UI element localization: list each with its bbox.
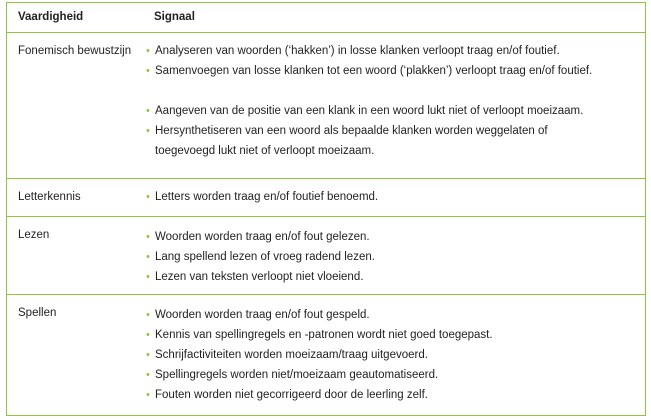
header-vaardigheid: Vaardigheid (18, 11, 84, 23)
bullet-icon: • (146, 251, 150, 263)
signal-item: • Lezen van teksten verloopt niet vloeiend. (155, 267, 625, 287)
signal-item: • Spellingregels worden niet/moeizaam geautomatiseerd. (155, 365, 625, 385)
table-row (7, 295, 645, 415)
skill-label: Fonemisch bewustzijn (18, 45, 132, 57)
signal-item: • Samenvoegen van losse klanken tot een woord (‘plakken’) verloopt traag en/of foutief. (155, 61, 615, 81)
bullet-icon: • (146, 349, 150, 361)
skill-label: Spellen (18, 307, 57, 319)
skill-label: Letterkennis (18, 191, 81, 203)
signal-item: • Hersynthetiseren van een woord als bepaalde klanken worden weggelaten of toegevoegd lukt niet of verloopt moeizaam. (155, 121, 595, 161)
signal-item: • Kennis van spellingregels en -patronen wordt niet goed toegepast. (155, 325, 625, 345)
bullet-icon: • (146, 65, 150, 77)
skill-label: Lezen (18, 229, 50, 241)
signal-item: • Letters worden traag en/of foutief benoemd. (155, 187, 625, 207)
bullet-icon: • (146, 45, 150, 57)
table-row (7, 217, 645, 295)
signal-item: • Aangeven van de positie van een klank in een woord lukt niet of verloopt moeizaam. (155, 101, 625, 121)
header-signaal: Signaal (154, 11, 195, 23)
bullet-icon: • (146, 389, 150, 401)
signal-item: • Woorden worden traag en/of fout gelezen. (155, 227, 625, 247)
table-row (7, 179, 645, 217)
bullet-icon: • (146, 105, 150, 117)
signal-item: • Fouten worden niet gecorrigeerd door de leerling zelf. (155, 385, 625, 405)
signal-item: • Lang spellend lezen of vroeg radend lezen. (155, 247, 625, 267)
table-header (7, 3, 645, 33)
table-row (7, 33, 645, 179)
signal-item: • Woorden worden traag en/of fout gespeld. (155, 305, 625, 325)
bullet-icon: • (146, 271, 150, 283)
signal-item: • Schrijfactiviteiten worden moeizaam/traag uitgevoerd. (155, 345, 625, 365)
bullet-icon: • (146, 191, 150, 203)
bullet-icon: • (146, 231, 150, 243)
bullet-icon: • (146, 329, 150, 341)
bullet-icon: • (146, 309, 150, 321)
bullet-icon: • (146, 369, 150, 381)
signal-table (6, 2, 646, 416)
bullet-icon: • (146, 125, 150, 137)
signal-item: • Analyseren van woorden (‘hakken’) in losse klanken verloopt traag en/of foutief. (155, 41, 625, 61)
